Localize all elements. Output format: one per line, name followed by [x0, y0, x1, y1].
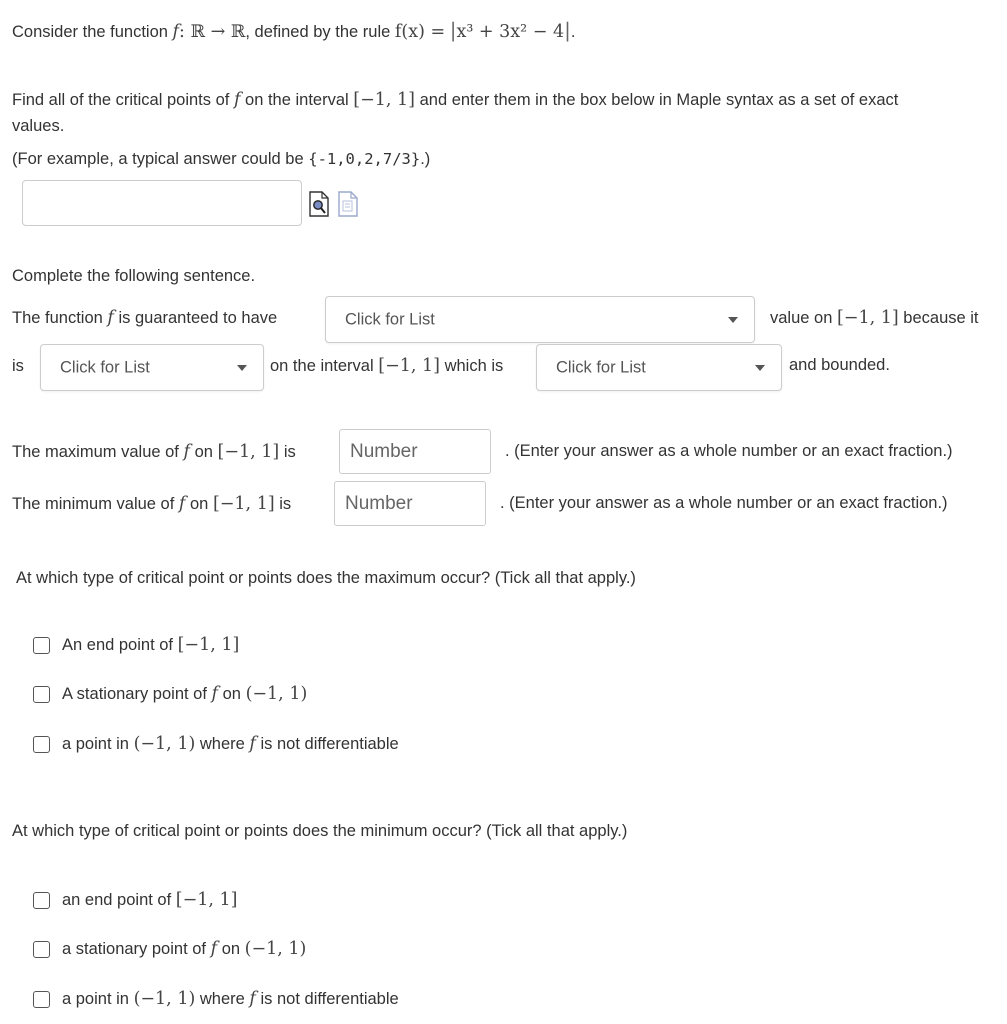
max-opt2-interval: (−1, 1)	[245, 684, 308, 704]
min-endpoint-checkbox[interactable]	[33, 892, 50, 909]
intro-func-name: f	[172, 22, 180, 42]
cp-var-f: f	[233, 90, 241, 110]
min-on: on	[189, 495, 209, 513]
max-opt3-var: f	[249, 734, 256, 754]
dropdown-interval-type[interactable]	[536, 344, 782, 391]
dropdown-continuity-label: Click for List	[60, 358, 150, 376]
cp-example-a: (For example, a typical answer could be	[12, 150, 304, 168]
intro-abs-inner: x³ + 3x² − 4	[456, 22, 565, 42]
max-value-box	[339, 429, 491, 474]
maple-syntax-icon[interactable]	[338, 191, 358, 217]
critical-points-input-box	[22, 180, 302, 226]
max-is: is	[283, 443, 296, 461]
min-is: is	[279, 495, 292, 513]
min-opt3-interval: (−1, 1)	[133, 989, 196, 1009]
intro-mapping: : ℝ → ℝ	[179, 22, 246, 42]
min-stationary-checkbox[interactable]	[33, 941, 50, 958]
chevron-down-icon	[237, 365, 247, 371]
max-opt1-interval: [−1, 1]	[177, 635, 240, 655]
intro-func-expr: f(x) =	[394, 22, 446, 42]
cp-example-code: {-1,0,2,7/3}	[308, 150, 421, 168]
min-opt3-text-c: is not differentiable	[260, 989, 399, 1008]
min-hint: . (Enter your answer as a whole number or an exact fraction.)	[500, 494, 948, 512]
sentence-interval-1: [−1, 1]	[836, 308, 899, 328]
min-opt3-text-a: a point in	[62, 989, 129, 1008]
max-on: on	[194, 443, 213, 461]
cp-text-c: and enter them in the box below in Maple syntax as a set of exact	[419, 91, 899, 109]
sentence-line1-start	[12, 308, 277, 328]
min-opt2-interval: (−1, 1)	[244, 939, 307, 959]
max-text-a: The maximum value of	[12, 443, 179, 461]
intro-text-a: Consider the function	[12, 23, 168, 41]
sentence-line1-c: value on	[770, 309, 833, 327]
min-opt2-text: a stationary point of	[62, 939, 207, 958]
max-option-nondiff[interactable]	[33, 733, 399, 755]
min-opt2-on: on	[221, 939, 241, 958]
max-type-question: At which type of critical point or points does the maximum occur? (Tick all that apply.)	[16, 569, 636, 587]
max-value-label	[12, 442, 296, 462]
cp-text-a: Find all of the critical points of	[12, 91, 230, 109]
intro-line: Consider the function f: ℝ → ℝ, defined by the rule f(x) = |x³ + 3x² − 4|.	[12, 18, 576, 42]
min-value-input[interactable]	[335, 482, 485, 525]
max-opt2-text: A stationary point of	[62, 684, 207, 703]
sentence-line2-a: is	[12, 357, 24, 375]
sentence-line2-c: which is	[444, 357, 504, 375]
critical-points-line1	[12, 90, 898, 110]
min-opt3-var: f	[249, 989, 256, 1009]
max-hint: . (Enter your answer as a whole number or an exact fraction.)	[505, 442, 953, 460]
cp-example-line	[12, 150, 430, 169]
sentence-line2-mid	[270, 356, 503, 376]
min-option-endpoint[interactable]	[33, 889, 238, 911]
max-opt3-text-c: is not differentiable	[260, 734, 399, 753]
sentence-line1-a: The function	[12, 309, 103, 327]
min-var-f: f	[178, 494, 186, 514]
cp-interval: [−1, 1]	[353, 90, 415, 110]
cp-text-b: on the interval	[245, 91, 349, 109]
min-type-question: At which type of critical point or points does the minimum occur? (Tick all that apply.)	[12, 822, 628, 840]
dropdown-extremum-label: Click for List	[345, 310, 435, 328]
min-opt1-interval: [−1, 1]	[175, 890, 238, 910]
max-nondiff-checkbox[interactable]	[33, 736, 50, 753]
sentence-line1-b: is guaranteed to have	[118, 309, 278, 327]
min-value-label	[12, 494, 291, 514]
max-opt3-text-a: a point in	[62, 734, 129, 753]
max-option-stationary[interactable]	[33, 683, 307, 705]
sentence-line2-d: and bounded.	[789, 356, 890, 374]
cp-text-d: values.	[12, 117, 65, 135]
max-opt2-on: on	[222, 684, 241, 703]
max-endpoint-checkbox[interactable]	[33, 637, 50, 654]
cp-example-b: .)	[420, 150, 431, 168]
min-opt2-var: f	[210, 939, 218, 959]
min-text-a: The minimum value of	[12, 495, 175, 513]
min-value-box	[334, 481, 486, 526]
dropdown-extremum-type[interactable]	[325, 296, 755, 343]
min-option-nondiff[interactable]	[33, 988, 399, 1010]
max-value-input[interactable]	[340, 430, 490, 473]
max-opt3-text-b: where	[199, 734, 245, 753]
sentence-line1-d: because it	[903, 309, 979, 327]
max-opt2-var: f	[211, 684, 219, 704]
dropdown-continuity[interactable]	[40, 344, 264, 391]
abs-bar-right: |	[564, 18, 571, 42]
max-interval: [−1, 1]	[217, 442, 280, 462]
chevron-down-icon	[728, 317, 738, 323]
intro-text-b: , defined by the rule	[245, 23, 391, 41]
max-var-f: f	[183, 442, 190, 462]
max-opt3-interval: (−1, 1)	[133, 734, 196, 754]
sentence-line1-end	[770, 308, 979, 328]
sentence-line2-b: on the interval	[270, 357, 374, 375]
critical-points-input[interactable]	[23, 181, 301, 225]
min-option-stationary[interactable]	[33, 938, 306, 960]
abs-bar-left: |	[449, 18, 457, 42]
dropdown-interval-label: Click for List	[556, 358, 646, 376]
min-nondiff-checkbox[interactable]	[33, 991, 50, 1008]
min-interval: [−1, 1]	[212, 494, 275, 514]
max-option-endpoint[interactable]	[33, 634, 239, 656]
sentence-heading: Complete the following sentence.	[12, 267, 256, 285]
min-opt3-text-b: where	[199, 989, 245, 1008]
min-opt1-text: an end point of	[62, 890, 172, 909]
preview-icon[interactable]	[309, 191, 329, 217]
chevron-down-icon	[755, 365, 765, 371]
max-opt1-text: An end point of	[62, 635, 174, 654]
sentence-interval-2: [−1, 1]	[378, 356, 440, 376]
sentence-var-f: f	[107, 308, 114, 328]
max-stationary-checkbox[interactable]	[33, 686, 50, 703]
